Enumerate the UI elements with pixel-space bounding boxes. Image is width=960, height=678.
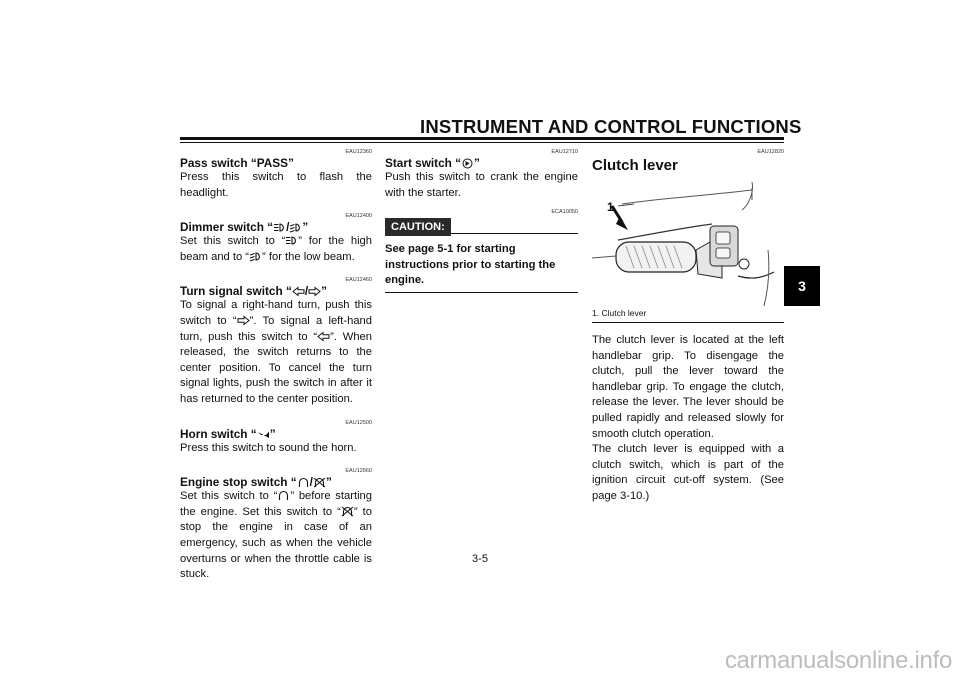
- ref-code: ECA10050: [551, 209, 578, 216]
- watermark: carmanualsonline.info: [724, 647, 952, 674]
- start-switch-text: Push this switch to crank the engine with the starter.: [385, 171, 578, 199]
- low-beam-icon: [289, 222, 302, 233]
- ref-code: EAU12400: [345, 213, 372, 220]
- engine-stop-heading: Engine stop switch “ / ”: [180, 475, 332, 490]
- caution-text: See page 5-1 for starting instructions prior to starting the engine.: [385, 242, 578, 293]
- ref-code: EAU12710: [551, 149, 578, 155]
- horn-switch-text: Press this switch to sound the horn.: [180, 441, 357, 454]
- clutch-lever-figure: [592, 180, 784, 306]
- turn-signal-text: To signal a right-hand turn, push this switch to “ ”. To signal a left-hand turn, push this switch to “ ”. When released, the switch returns to the center position. To cancel the turn signal lights, push the switch in after it has returned to the center position.: [180, 299, 373, 405]
- pass-switch-heading: Pass switch “PASS”: [180, 156, 294, 170]
- caution-label: CAUTION:: [385, 218, 451, 236]
- pass-switch-text: Press this switch to flash the headlight.: [180, 171, 372, 199]
- dimmer-switch-text: Set this switch to “ ” for the high beam and to “ ” for the low beam.: [180, 235, 372, 263]
- high-beam-icon: [285, 235, 298, 246]
- caution-box: [385, 218, 578, 293]
- ref-code: EAU12820: [757, 149, 784, 155]
- header-rule-thick: [180, 137, 784, 140]
- horn-icon: [257, 429, 270, 440]
- engine-run-icon: [277, 490, 290, 501]
- handlebar-illustration: [592, 180, 784, 306]
- dimmer-switch-heading: Dimmer switch “ / ”: [180, 220, 309, 235]
- left-arrow-icon: [292, 286, 305, 297]
- turn-signal-heading: Turn signal switch “ / ”: [180, 284, 328, 299]
- ref-code: EAU12460: [345, 277, 372, 284]
- column-2: [385, 149, 578, 293]
- ref-code: EAU12660: [345, 468, 372, 475]
- clutch-lever-heading: Clutch lever: [592, 157, 678, 174]
- ref-code: EAU12360: [345, 149, 372, 155]
- left-arrow-icon: [317, 331, 330, 342]
- column-3: [592, 149, 784, 505]
- clutch-text-1: The clutch lever is located at the left handlebar grip. To disengage the clutch, pull the lever toward the handlebar grip. To engage the clutch, release the lever. The lever should be pulled rapidly and released slowly for smooth clutch operation.: [592, 334, 784, 440]
- section-tab[interactable]: 3: [784, 266, 820, 306]
- clutch-text-2: The clutch lever is equipped with a clutch switch, which is part of the ignition circuit cut-off system. (See page 3-10.): [592, 443, 784, 502]
- right-arrow-icon: [308, 286, 321, 297]
- horn-switch-heading: Horn switch “ ”: [180, 426, 276, 441]
- start-icon: [461, 158, 474, 169]
- column-1: [180, 149, 372, 583]
- right-arrow-icon: [237, 315, 250, 326]
- figure-caption: 1. Clutch lever: [592, 308, 784, 323]
- page-number: 3-5: [472, 553, 488, 565]
- header-rule-thin: [180, 142, 784, 143]
- page-title: INSTRUMENT AND CONTROL FUNCTIONS: [420, 116, 802, 137]
- engine-stop-text: Set this switch to “ ” before starting the engine. Set this switch to “ ” to stop the engine in case of an emergency, such as when the vehicle overturns or when the throttle cable is stuck.: [180, 490, 372, 581]
- high-beam-icon: [273, 222, 286, 233]
- low-beam-icon: [249, 251, 262, 262]
- start-switch-heading: Start switch “ ”: [385, 156, 480, 170]
- engine-stop-icon: [341, 506, 354, 517]
- figure-callout: 1: [607, 200, 614, 214]
- caution-rule: [449, 233, 578, 234]
- engine-stop-icon: [313, 477, 326, 488]
- engine-run-icon: [297, 477, 310, 488]
- ref-code: EAU12500: [345, 419, 372, 426]
